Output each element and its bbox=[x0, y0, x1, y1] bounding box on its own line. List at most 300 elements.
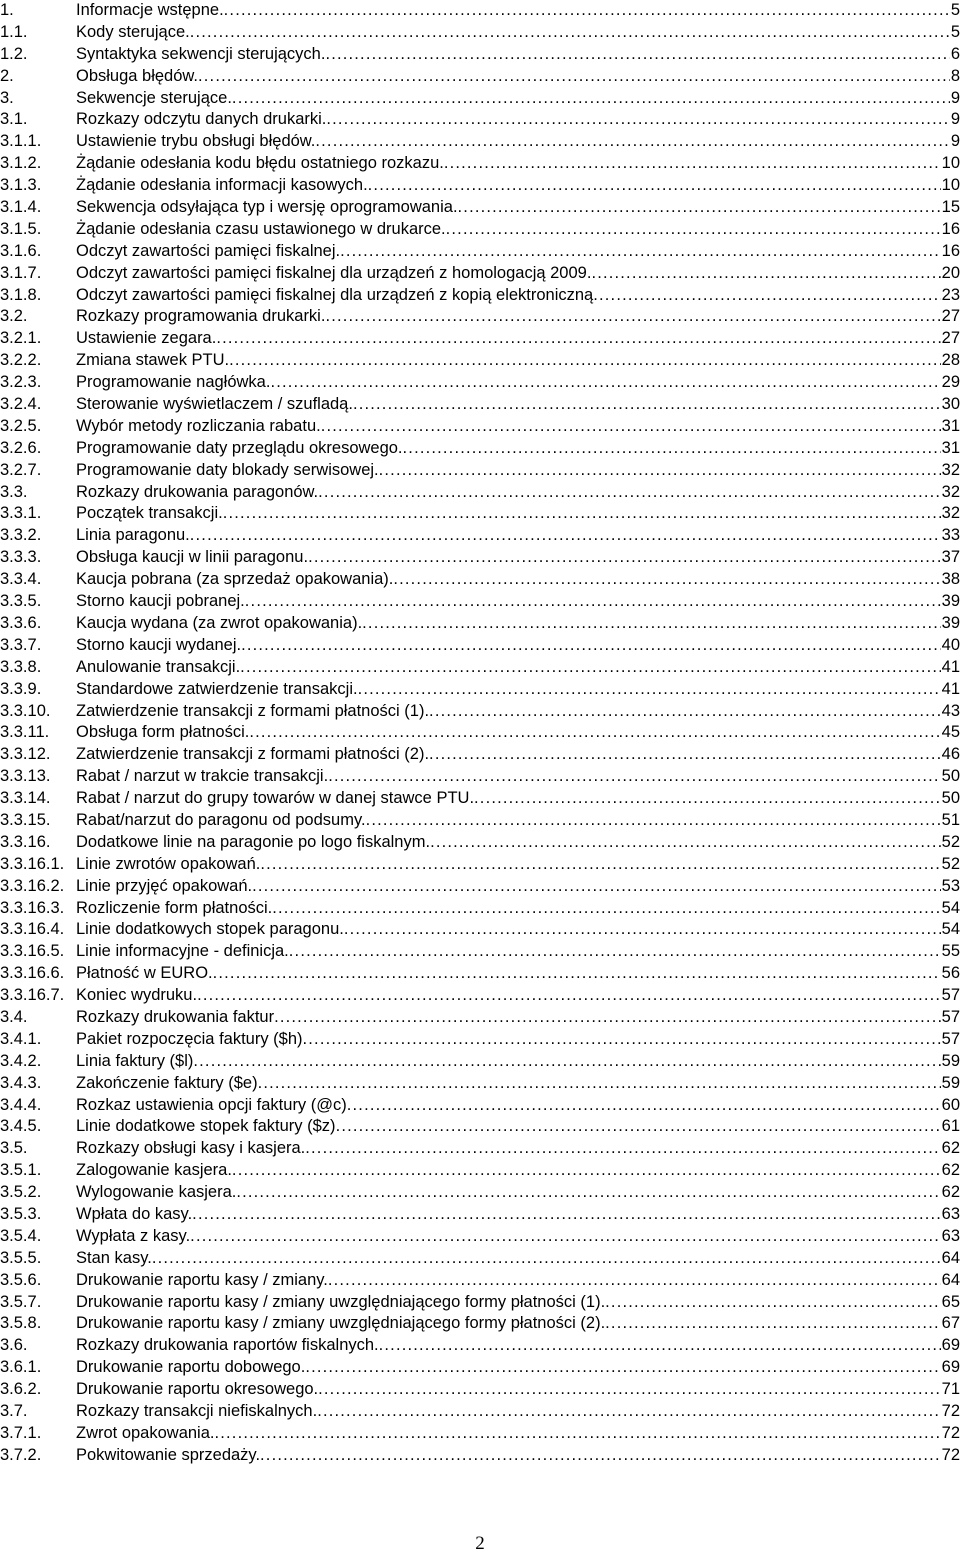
toc-entry[interactable] bbox=[0, 701, 960, 723]
toc-entry[interactable] bbox=[0, 963, 960, 985]
toc-entry-title[interactable]: Początek transakcji. bbox=[76, 504, 223, 523]
toc-entry-page[interactable]: 10 bbox=[941, 154, 960, 173]
toc-entry-title[interactable]: Kaucja wydana (za zwrot opakowania). bbox=[76, 613, 363, 632]
toc-entry-page[interactable]: 71 bbox=[941, 1380, 960, 1399]
dot-leader bbox=[366, 810, 941, 832]
dot-leader bbox=[198, 66, 950, 88]
toc-entry[interactable] bbox=[0, 744, 960, 766]
toc-entry-title[interactable]: Wylogowanie kasjera. bbox=[76, 1183, 237, 1202]
dot-leader bbox=[232, 88, 950, 110]
toc-entry-page[interactable]: 63 bbox=[941, 1204, 960, 1223]
toc-entry-title[interactable]: Zakończenie faktury ($e) bbox=[76, 1073, 258, 1092]
toc-entry-page[interactable]: 57 bbox=[941, 986, 960, 1005]
toc-entry-title[interactable]: Sekwencje sterujące. bbox=[76, 88, 232, 107]
toc-entry[interactable] bbox=[0, 285, 960, 307]
dot-leader bbox=[305, 1357, 940, 1379]
toc-entry-number: 3.5.4. bbox=[0, 1226, 42, 1245]
dot-leader bbox=[429, 744, 941, 766]
toc-entry-number: 3.2.1. bbox=[0, 329, 42, 348]
toc-entry-title[interactable]: Zmiana stawek PTU. bbox=[76, 351, 230, 370]
toc-entry-title[interactable]: Kaucja pobrana (za sprzedaż opakowania). bbox=[76, 570, 394, 589]
toc-entry-title[interactable]: Standardowe zatwierdzenie transakcji. bbox=[76, 679, 358, 698]
toc-entry-page[interactable]: 54 bbox=[941, 898, 960, 917]
toc-entry-page[interactable]: 50 bbox=[941, 767, 960, 786]
toc-entry[interactable] bbox=[0, 1423, 960, 1445]
toc-entry-page[interactable]: 72 bbox=[941, 1402, 960, 1420]
toc-entry[interactable] bbox=[0, 1138, 960, 1160]
toc-entry-page[interactable]: 39 bbox=[941, 592, 960, 611]
toc-entry-title[interactable]: Sekwencja odsyłająca typ i wersję oprogramowania. bbox=[76, 198, 458, 217]
toc-entry[interactable] bbox=[0, 22, 960, 44]
toc-entry-title[interactable]: Linie przyjęć opakowań. bbox=[76, 876, 253, 895]
toc-entry-number: 3.3.15. bbox=[0, 810, 51, 829]
dot-leader bbox=[197, 985, 941, 1007]
toc-entry[interactable] bbox=[0, 679, 960, 701]
toc-entry[interactable] bbox=[0, 1445, 960, 1467]
toc-entry-number: 3.4.2. bbox=[0, 1051, 42, 1070]
toc-entry-page[interactable]: 41 bbox=[941, 657, 960, 676]
toc-entry-number: 3.6.1. bbox=[0, 1358, 42, 1377]
dot-leader bbox=[317, 1401, 940, 1423]
toc-entry[interactable] bbox=[0, 175, 960, 197]
toc-entry-number: 3.6.2. bbox=[0, 1380, 42, 1399]
toc-entry[interactable] bbox=[0, 482, 960, 504]
toc-entry-title[interactable]: Rozkazy drukowania paragonów. bbox=[76, 482, 319, 501]
toc-entry-title[interactable]: Ustawienie zegara. bbox=[76, 329, 217, 348]
toc-entry-page[interactable]: 52 bbox=[941, 854, 960, 873]
toc-entry[interactable] bbox=[0, 788, 960, 810]
toc-entry-title[interactable]: Sterowanie wyświetlaczem / szufladą. bbox=[76, 395, 353, 414]
toc-entry-number: 3. bbox=[0, 88, 14, 107]
toc-entry-page[interactable]: 16 bbox=[941, 241, 960, 260]
dot-leader bbox=[270, 372, 940, 394]
toc-entry-title[interactable]: Rabat / narzut w trakcie transakcji. bbox=[76, 767, 329, 786]
toc-entry[interactable] bbox=[0, 635, 960, 657]
dot-leader bbox=[328, 1270, 941, 1292]
toc-entry-number: 3.3.16. bbox=[0, 832, 51, 851]
dot-leader bbox=[190, 1226, 940, 1248]
toc-entry[interactable] bbox=[0, 372, 960, 394]
toc-entry-number: 3.5.2. bbox=[0, 1183, 42, 1202]
toc-entry[interactable] bbox=[0, 657, 960, 679]
toc-entry-title[interactable]: Pokwitowanie sprzedaży. bbox=[76, 1445, 261, 1464]
toc-entry[interactable] bbox=[0, 1182, 960, 1204]
toc-entry[interactable] bbox=[0, 131, 960, 153]
toc-entry[interactable] bbox=[0, 88, 960, 110]
toc-entry[interactable] bbox=[0, 1160, 960, 1182]
toc-entry[interactable] bbox=[0, 1226, 960, 1248]
toc-entry[interactable] bbox=[0, 1051, 960, 1073]
toc-entry-page[interactable]: 38 bbox=[941, 570, 960, 589]
toc-entry[interactable] bbox=[0, 1270, 960, 1292]
dot-leader bbox=[224, 0, 950, 22]
toc-entry-title[interactable]: Rozkazy transakcji niefiskalnych. bbox=[76, 1402, 318, 1420]
toc-entry-number: 3.3.16.7. bbox=[0, 986, 65, 1005]
dot-leader bbox=[215, 1423, 941, 1445]
toc-entry-title[interactable]: Linie zwrotów opakowań. bbox=[76, 854, 261, 873]
dot-leader bbox=[379, 1335, 941, 1357]
toc-entry-title[interactable]: Odczyt zawartości pamięci fiskalnej dla urządzeń z homologacją 2009. bbox=[76, 263, 592, 282]
dot-leader bbox=[340, 241, 941, 263]
dot-leader bbox=[326, 109, 949, 131]
toc-entry-title[interactable]: Rozkazy programowania drukarki. bbox=[76, 307, 326, 326]
toc-entry-title[interactable]: Odczyt zawartości pamięci fiskalnej. bbox=[76, 241, 341, 260]
toc-entry-page[interactable]: 72 bbox=[941, 1445, 960, 1464]
dot-leader bbox=[305, 1138, 940, 1160]
toc-entry[interactable] bbox=[0, 394, 960, 416]
toc-entry-page[interactable]: 50 bbox=[941, 789, 960, 808]
toc-entry-number: 3.3.14. bbox=[0, 789, 51, 808]
dot-leader bbox=[318, 1379, 941, 1401]
toc-entry[interactable] bbox=[0, 1116, 960, 1138]
toc-entry-title[interactable]: Zalogowanie kasjera. bbox=[76, 1161, 232, 1180]
toc-entry-number: 3.4.1. bbox=[0, 1029, 42, 1048]
toc-entry-number: 3.3.11. bbox=[0, 723, 50, 742]
toc-entry-page[interactable]: 6 bbox=[950, 44, 960, 63]
toc-entry-number: 3.2.7. bbox=[0, 460, 42, 479]
toc-entry-page[interactable]: 60 bbox=[941, 1095, 960, 1114]
dot-leader bbox=[444, 153, 941, 175]
toc-entry[interactable] bbox=[0, 613, 960, 635]
toc-entry-title[interactable]: Obsługa kaucji w linii paragonu. bbox=[76, 548, 309, 567]
toc-entry-page[interactable]: 28 bbox=[941, 351, 960, 370]
toc-entry[interactable] bbox=[0, 1357, 960, 1379]
toc-entry-page[interactable]: 69 bbox=[941, 1336, 960, 1355]
dot-leader bbox=[240, 657, 940, 679]
toc-entry-page[interactable]: 10 bbox=[941, 176, 960, 195]
toc-entry[interactable] bbox=[0, 350, 960, 372]
dot-leader bbox=[605, 1313, 940, 1335]
toc-entry-number: 3.5.1. bbox=[0, 1161, 42, 1180]
dot-leader bbox=[274, 1007, 941, 1029]
toc-entry[interactable] bbox=[0, 153, 960, 175]
toc-entry[interactable] bbox=[0, 44, 960, 66]
toc-entry-number: 3.2. bbox=[0, 307, 28, 326]
toc-entry-number: 3.4.3. bbox=[0, 1073, 42, 1092]
toc-entry-title[interactable]: Żądanie odesłania informacji kasowych. bbox=[76, 176, 368, 195]
toc-entry-title[interactable]: Programowanie daty przeglądu okresowego. bbox=[76, 438, 403, 457]
toc-entry-number: 3.3.10. bbox=[0, 701, 51, 720]
dot-leader bbox=[318, 482, 940, 504]
toc-entry-number: 3.1.2. bbox=[0, 154, 42, 173]
toc-entry-title[interactable]: Linia faktury ($l) bbox=[76, 1051, 194, 1070]
toc-entry-page[interactable]: 9 bbox=[950, 132, 960, 151]
toc-entry-page[interactable]: 72 bbox=[941, 1423, 960, 1442]
page-number: 2 bbox=[475, 1533, 485, 1554]
dot-leader bbox=[249, 722, 940, 744]
toc-entry-title[interactable]: Storno kaucji pobranej. bbox=[76, 592, 245, 611]
toc-entry-title[interactable]: Informacje wstępne. bbox=[76, 1, 224, 19]
toc-entry-title[interactable]: Wypłata z kasy. bbox=[76, 1226, 191, 1245]
toc-entry-page[interactable]: 8 bbox=[950, 66, 960, 85]
dot-leader bbox=[429, 701, 941, 723]
toc-entry-page[interactable]: 43 bbox=[941, 701, 960, 720]
toc-entry-page[interactable]: 16 bbox=[941, 219, 960, 238]
dot-leader bbox=[325, 44, 949, 66]
toc-entry-page[interactable]: 62 bbox=[941, 1183, 960, 1202]
toc-entry-title[interactable]: Dodatkowe linie na paragonie po logo fiskalnym. bbox=[76, 832, 431, 851]
toc-entry-page[interactable]: 52 bbox=[941, 832, 960, 851]
toc-entry[interactable] bbox=[0, 416, 960, 438]
toc-entry-number: 3.3.1. bbox=[0, 504, 42, 523]
dot-leader bbox=[368, 175, 941, 197]
dot-leader bbox=[403, 438, 941, 460]
toc-entry-title[interactable]: Płatność w EURO. bbox=[76, 964, 213, 983]
dot-leader bbox=[328, 766, 940, 788]
toc-entry-number: 3.3.8. bbox=[0, 657, 42, 676]
toc-entry-number: 3.3.16.5. bbox=[0, 942, 65, 961]
toc-entry[interactable] bbox=[0, 722, 960, 744]
toc-entry-page[interactable]: 62 bbox=[941, 1161, 960, 1180]
toc-entry-page[interactable]: 31 bbox=[941, 416, 960, 435]
toc-entry[interactable] bbox=[0, 109, 960, 131]
toc-entry-title[interactable]: Programowanie daty blokady serwisowej. bbox=[76, 460, 379, 479]
dot-leader bbox=[393, 569, 940, 591]
toc-entry[interactable] bbox=[0, 0, 960, 22]
dot-leader bbox=[229, 350, 941, 372]
toc-entry-page[interactable]: 54 bbox=[941, 920, 960, 939]
toc-entry-number: 3.2.6. bbox=[0, 438, 42, 457]
toc-entry-title[interactable]: Koniec wydruku. bbox=[76, 986, 198, 1005]
toc-entry[interactable] bbox=[0, 503, 960, 525]
toc-entry-title[interactable]: Linie dodatkowe stopek faktury ($z) bbox=[76, 1117, 336, 1136]
toc-entry-title[interactable]: Ustawienie trybu obsługi błędów. bbox=[76, 132, 316, 151]
toc-entry-title[interactable]: Zatwierdzenie transakcji z formami płatności (2). bbox=[76, 745, 430, 764]
toc-entry[interactable] bbox=[0, 263, 960, 285]
toc-entry-page[interactable]: 69 bbox=[941, 1358, 960, 1377]
dot-leader bbox=[152, 1248, 941, 1270]
toc-entry-page[interactable]: 5 bbox=[950, 22, 960, 41]
toc-entry[interactable] bbox=[0, 898, 960, 920]
toc-entry[interactable] bbox=[0, 832, 960, 854]
toc-entry-page[interactable]: 41 bbox=[941, 679, 960, 698]
toc-entry[interactable] bbox=[0, 1029, 960, 1051]
dot-leader bbox=[193, 1051, 940, 1073]
toc-entry[interactable] bbox=[0, 306, 960, 328]
toc-entry-title[interactable]: Kody sterujące. bbox=[76, 22, 190, 41]
toc-entry-page[interactable]: 61 bbox=[941, 1117, 960, 1136]
dot-leader bbox=[379, 460, 941, 482]
toc-entry-title[interactable]: Wybór metody rozliczania rabatu. bbox=[76, 416, 321, 435]
toc-entry-page[interactable]: 53 bbox=[941, 876, 960, 895]
toc-entry-page[interactable]: 32 bbox=[941, 482, 960, 501]
toc-entry-page[interactable]: 57 bbox=[941, 1029, 960, 1048]
toc-entry-number: 3.2.2. bbox=[0, 351, 42, 370]
dot-leader bbox=[430, 832, 941, 854]
toc-entry[interactable] bbox=[0, 1204, 960, 1226]
toc-entry[interactable] bbox=[0, 66, 960, 88]
toc-entry-number: 3.3.12. bbox=[0, 745, 51, 764]
dot-leader bbox=[362, 613, 940, 635]
toc-entry[interactable] bbox=[0, 941, 960, 963]
toc-entry[interactable] bbox=[0, 1292, 960, 1314]
toc-entry-page[interactable]: 63 bbox=[941, 1226, 960, 1245]
dot-leader bbox=[358, 679, 941, 701]
toc-entry-page[interactable]: 64 bbox=[941, 1270, 960, 1289]
toc-entry-title[interactable]: Syntaktyka sekwencji sterujących. bbox=[76, 44, 326, 63]
toc-entry[interactable] bbox=[0, 547, 960, 569]
toc-entry[interactable] bbox=[0, 1401, 960, 1423]
toc-entry-page[interactable]: 32 bbox=[941, 504, 960, 523]
toc-entry-title[interactable]: Żądanie odesłania czasu ustawionego w drukarce. bbox=[76, 219, 446, 238]
toc-entry-title[interactable]: Drukowanie raportu kasy / zmiany uwzględniającego formy płatności (2). bbox=[76, 1314, 606, 1333]
dot-leader bbox=[192, 1204, 940, 1226]
toc-entry[interactable] bbox=[0, 1007, 960, 1029]
toc-entry-number: 3.1.3. bbox=[0, 176, 42, 195]
toc-entry-page[interactable]: 64 bbox=[941, 1248, 960, 1267]
toc-entry[interactable] bbox=[0, 197, 960, 219]
toc-entry-title[interactable]: Programowanie nagłówka. bbox=[76, 373, 271, 392]
toc-entry-title[interactable]: Wpłata do kasy. bbox=[76, 1204, 193, 1223]
dot-leader bbox=[446, 219, 941, 241]
toc-entry[interactable] bbox=[0, 1248, 960, 1270]
toc-entry[interactable] bbox=[0, 1379, 960, 1401]
dot-leader bbox=[303, 1029, 941, 1051]
toc-entry-number: 3.7. bbox=[0, 1402, 28, 1420]
toc-entry-number: 3.3. bbox=[0, 482, 28, 501]
toc-entry-title[interactable]: Odczyt zawartości pamięci fiskalnej dla urządzeń z kopią elektroniczną bbox=[76, 285, 594, 304]
toc-entry-page[interactable]: 27 bbox=[941, 307, 960, 326]
toc-entry[interactable] bbox=[0, 525, 960, 547]
toc-entry-number: 3.1.6. bbox=[0, 241, 42, 260]
toc-entry-number: 1.2. bbox=[0, 44, 28, 63]
toc-entry-number: 3.5.5. bbox=[0, 1248, 42, 1267]
toc-entry[interactable] bbox=[0, 876, 960, 898]
toc-entry-title[interactable]: Zwrot opakowania. bbox=[76, 1423, 215, 1442]
toc-entry-number: 3.1.5. bbox=[0, 219, 42, 238]
toc-entry-page[interactable]: 27 bbox=[941, 329, 960, 348]
toc-entry-number: 1.1. bbox=[0, 22, 28, 41]
dot-leader bbox=[272, 898, 940, 920]
toc-entry-title[interactable]: Linie informacyjne - definicja. bbox=[76, 942, 289, 961]
toc-entry-title[interactable]: Storno kaucji wydanej. bbox=[76, 635, 242, 654]
dot-leader bbox=[289, 941, 941, 963]
toc-entry-page[interactable]: 20 bbox=[941, 263, 960, 282]
toc-entry-title[interactable]: Rozkaz ustawienia opcji faktury (@c) bbox=[76, 1095, 347, 1114]
toc-entry-page[interactable]: 59 bbox=[941, 1051, 960, 1070]
toc-entry[interactable] bbox=[0, 328, 960, 350]
toc-entry-number: 1. bbox=[0, 1, 14, 19]
toc-entry-title[interactable]: Rabat / narzut do grupy towarów w danej stawce PTU. bbox=[76, 789, 475, 808]
toc-entry-page[interactable]: 29 bbox=[941, 373, 960, 392]
toc-entry-title[interactable]: Drukowanie raportu dobowego. bbox=[76, 1358, 306, 1377]
toc-entry-number: 3.4. bbox=[0, 1007, 28, 1026]
toc-entry-title[interactable]: Obsługa błędów. bbox=[76, 66, 199, 85]
toc-entry-page[interactable]: 9 bbox=[950, 88, 960, 107]
toc-entry-number: 3.7.1. bbox=[0, 1423, 42, 1442]
toc-entry-page[interactable]: 37 bbox=[941, 548, 960, 567]
toc-entry-page[interactable]: 5 bbox=[950, 1, 960, 19]
toc-entry[interactable] bbox=[0, 919, 960, 941]
dot-leader bbox=[336, 1116, 941, 1138]
toc-entry[interactable] bbox=[0, 460, 960, 482]
toc-entry-number: 3.6. bbox=[0, 1336, 28, 1355]
toc-entry-number: 3.3.9. bbox=[0, 679, 42, 698]
dot-leader bbox=[321, 416, 941, 438]
toc-entry-title[interactable]: Rozkazy drukowania raportów fiskalnych. bbox=[76, 1336, 379, 1355]
toc-entry[interactable] bbox=[0, 985, 960, 1007]
toc-entry-title[interactable]: Pakiet rozpoczęcia faktury ($h) bbox=[76, 1029, 303, 1048]
toc-entry-title[interactable]: Linia paragonu. bbox=[76, 526, 190, 545]
toc-entry-page[interactable]: 23 bbox=[941, 285, 960, 304]
dot-leader bbox=[315, 131, 949, 153]
toc-entry-page[interactable]: 62 bbox=[941, 1139, 960, 1158]
toc-entry[interactable] bbox=[0, 810, 960, 832]
toc-entry-title[interactable]: Drukowanie raportu kasy / zmiany. bbox=[76, 1270, 328, 1289]
dot-leader bbox=[353, 394, 941, 416]
toc-entry[interactable] bbox=[0, 438, 960, 460]
toc-entry-title[interactable]: Drukowanie raportu okresowego. bbox=[76, 1380, 319, 1399]
toc-entry-page[interactable]: 67 bbox=[941, 1314, 960, 1333]
dot-leader bbox=[325, 306, 940, 328]
toc-entry[interactable] bbox=[0, 1313, 960, 1335]
dot-leader bbox=[236, 1182, 940, 1204]
toc-entry-title[interactable]: Rozliczenie form płatności. bbox=[76, 898, 273, 917]
toc-entry-number: 3.3.16.6. bbox=[0, 964, 65, 983]
toc-entry-page[interactable]: 39 bbox=[941, 613, 960, 632]
toc-entry-title[interactable]: Żądanie odesłania kodu błędu ostatniego rozkazu. bbox=[76, 154, 444, 173]
toc-entry-page[interactable]: 46 bbox=[941, 745, 960, 764]
toc-entry-page[interactable]: 31 bbox=[941, 438, 960, 457]
toc-entry[interactable] bbox=[0, 569, 960, 591]
toc-entry-page[interactable]: 55 bbox=[941, 942, 960, 961]
toc-entry[interactable] bbox=[0, 591, 960, 613]
toc-entry[interactable] bbox=[0, 241, 960, 263]
dot-leader bbox=[245, 591, 941, 613]
toc-entry-title[interactable]: Anulowanie transakcji. bbox=[76, 657, 241, 676]
toc-entry[interactable] bbox=[0, 1073, 960, 1095]
toc-entry-number: 3.1.4. bbox=[0, 198, 42, 217]
toc-entry-page[interactable]: 51 bbox=[941, 810, 960, 829]
dot-leader bbox=[593, 285, 940, 307]
toc-entry-number: 3.2.5. bbox=[0, 416, 42, 435]
toc-entry-page[interactable]: 15 bbox=[941, 198, 960, 217]
toc-entry[interactable] bbox=[0, 854, 960, 876]
toc-entry[interactable] bbox=[0, 1095, 960, 1117]
toc-entry[interactable] bbox=[0, 766, 960, 788]
toc-entry-title[interactable]: Rabat/narzut do paragonu od podsumy. bbox=[76, 810, 366, 829]
toc-entry-number: 3.3.6. bbox=[0, 613, 42, 632]
toc-entry-page[interactable]: 45 bbox=[941, 723, 960, 742]
toc-entry-number: 3.3.13. bbox=[0, 767, 51, 786]
toc-entry-title[interactable]: Rozkazy drukowania faktur bbox=[76, 1007, 275, 1026]
toc-entry-title[interactable]: Stan kasy. bbox=[76, 1248, 152, 1267]
toc-entry-page[interactable]: 65 bbox=[941, 1292, 960, 1311]
toc-entry-page[interactable]: 40 bbox=[941, 635, 960, 654]
toc-entry-title[interactable]: Rozkazy obsługi kasy i kasjera. bbox=[76, 1139, 306, 1158]
toc-entry-title[interactable]: Zatwierdzenie transakcji z formami płatności (1). bbox=[76, 701, 430, 720]
toc-entry-page[interactable]: 30 bbox=[941, 395, 960, 414]
toc-entry-title[interactable]: Obsługa form płatności. bbox=[76, 723, 250, 742]
toc-entry-page[interactable]: 9 bbox=[950, 110, 960, 129]
dot-leader bbox=[213, 963, 941, 985]
toc-entry-number: 3.3.2. bbox=[0, 526, 42, 545]
toc-entry-page[interactable]: 56 bbox=[941, 964, 960, 983]
dot-leader bbox=[605, 1292, 940, 1314]
toc-entry[interactable] bbox=[0, 219, 960, 241]
toc-entry-title[interactable]: Rozkazy odczytu danych drukarki. bbox=[76, 110, 327, 129]
toc-entry-title[interactable]: Drukowanie raportu kasy / zmiany uwzględniającego formy płatności (1). bbox=[76, 1292, 606, 1311]
toc-entry[interactable] bbox=[0, 1335, 960, 1357]
toc-entry-page[interactable]: 32 bbox=[941, 460, 960, 479]
toc-entry-page[interactable]: 59 bbox=[941, 1073, 960, 1092]
toc-entry-title[interactable]: Linie dodatkowych stopek paragonu. bbox=[76, 920, 344, 939]
toc-entry-number: 3.5.3. bbox=[0, 1204, 42, 1223]
toc-entry-page[interactable]: 57 bbox=[941, 1007, 960, 1026]
toc-entry-page[interactable]: 33 bbox=[941, 526, 960, 545]
toc-entry-number: 3.3.5. bbox=[0, 592, 42, 611]
toc-entry-number: 3.3.16.3. bbox=[0, 898, 65, 917]
